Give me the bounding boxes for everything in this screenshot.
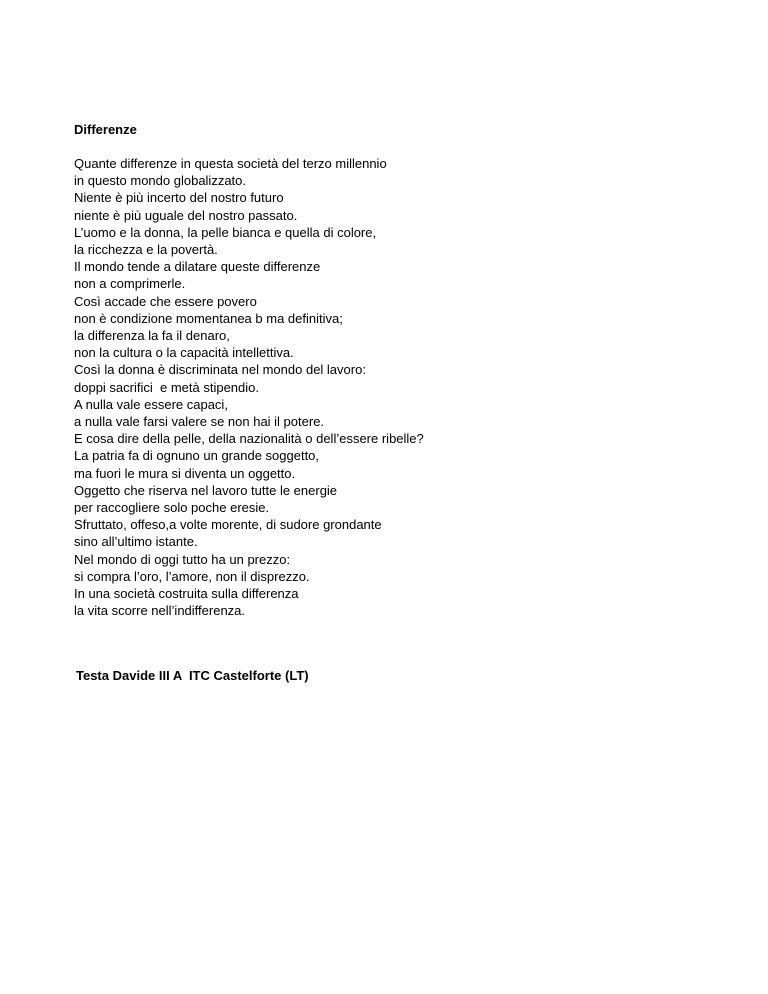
poem-line: a nulla vale farsi valere se non hai il potere. [74,414,325,430]
poem-line: ma fuori le mura si diventa un oggetto. [74,465,296,481]
poem-line: Nel mondo di oggi tutto ha un prezzo: [74,551,291,567]
poem-line: non è condizione momentanea b ma definitiva; [74,310,343,326]
poem-line: per raccogliere solo poche eresie. [74,500,270,516]
poem-line: non la cultura o la capacità intellettiva. [74,345,294,361]
poem-body [74,155,424,619]
poem-line: Il mondo tende a dilatare queste differenze [74,259,321,275]
poem-line: doppi sacrifici e metà stipendio. [74,379,259,395]
poem-line: Oggetto che riserva nel lavoro tutte le energie [74,482,338,498]
poem-line: niente è più uguale del nostro passato. [74,207,298,223]
poem-line: E cosa dire della pelle, della nazionalità o dell’essere ribelle? [74,431,424,447]
poem-line: la vita scorre nell’indifferenza. [74,603,246,619]
poem-line: La patria fa di ognuno un grande soggetto, [74,448,320,464]
poem-line: Sfruttato, offeso,a volte morente, di sudore grondante [74,517,382,533]
poem-line: Così la donna è discriminata nel mondo del lavoro: [74,362,366,378]
author-signature: Testa Davide III A ITC Castelforte (LT) [76,668,309,683]
poem-line: non a comprimerle. [74,276,186,292]
poem-line: Niente è più incerto del nostro futuro [74,190,284,206]
poem-line: Così accade che essere povero [74,293,257,309]
poem-line: sino all’ultimo istante. [74,534,198,550]
poem-title: Differenze [74,122,137,137]
poem-line: si compra l’oro, l’amore, non il disprezzo. [74,568,310,584]
poem-line: la ricchezza e la povertà. [74,242,218,258]
poem-line: In una società costruita sulla differenza [74,586,299,602]
poem-line: Quante differenze in questa società del terzo millennio [74,156,387,171]
poem-line: A nulla vale essere capaci, [74,396,228,412]
poem-line: in questo mondo globalizzato. [74,173,247,189]
poem-line: la differenza la fa il denaro, [74,328,230,344]
poem-line: L’uomo e la donna, la pelle bianca e quella di colore, [74,224,377,240]
